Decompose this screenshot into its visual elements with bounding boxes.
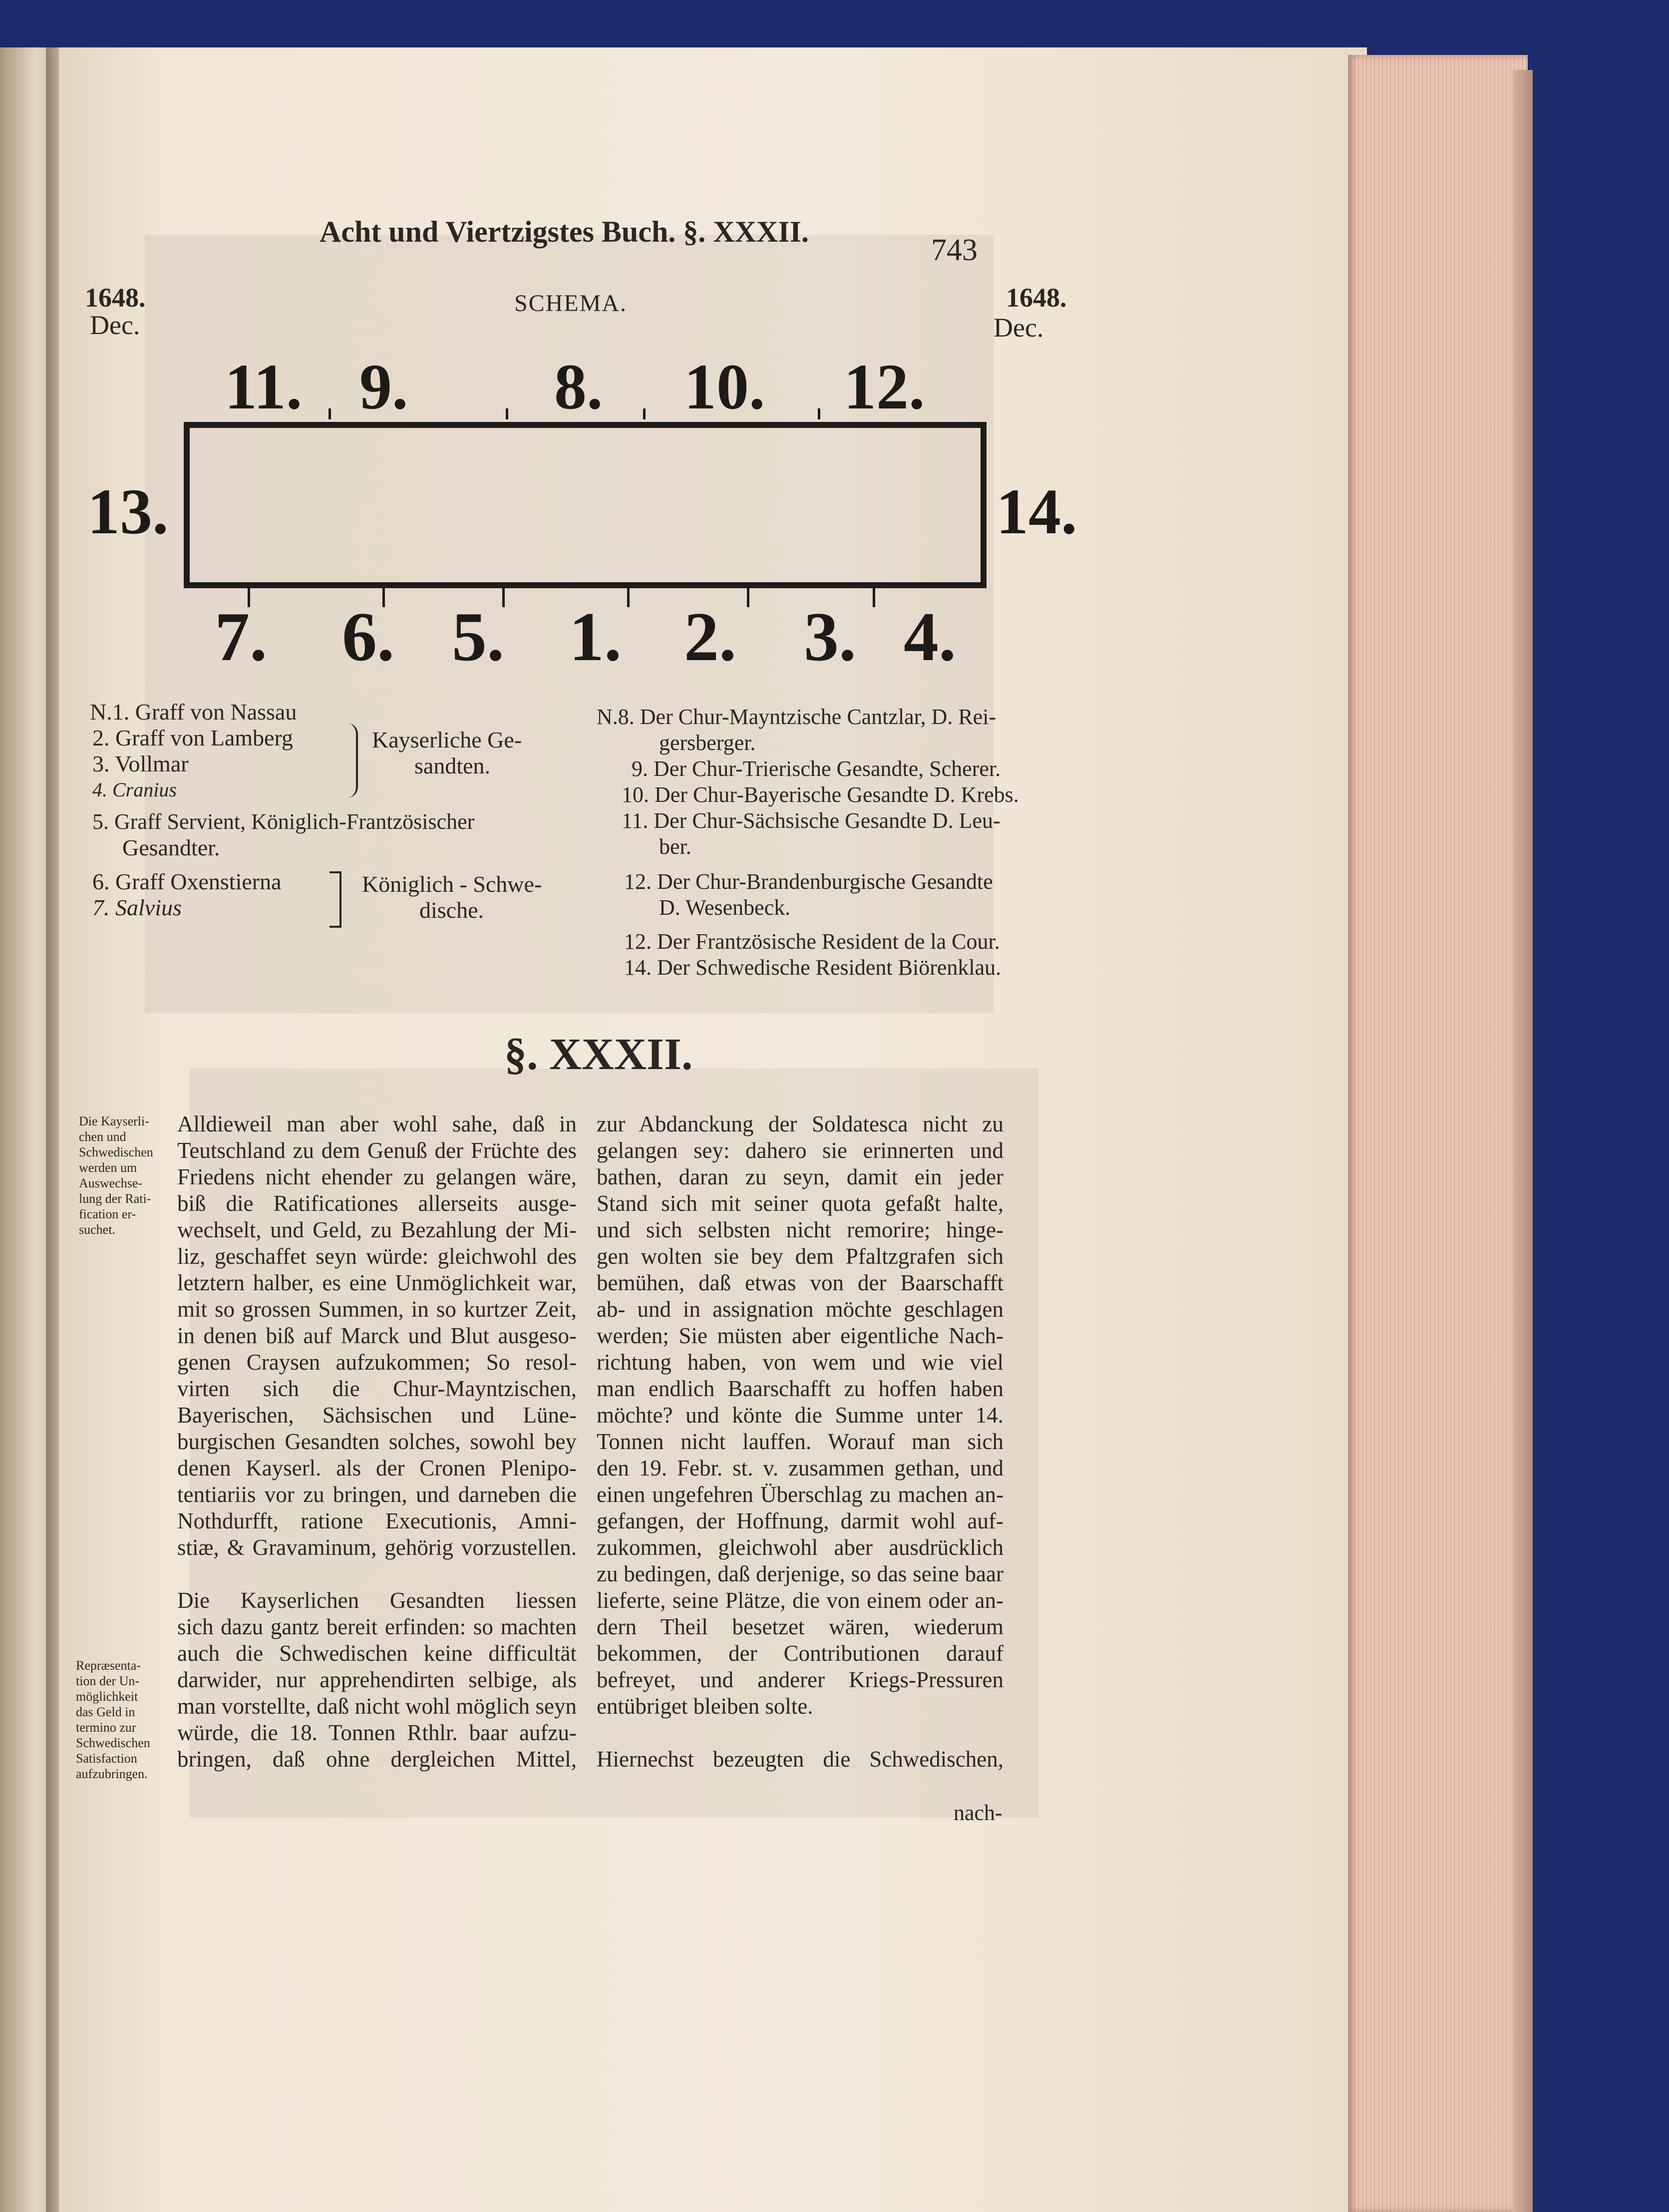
seat-number: 9.	[359, 351, 408, 423]
text-line: werden; Sie müsten aber eigentliche Nach-	[597, 1323, 1003, 1348]
text-line: Alldieweil man aber wohl sahe, daß in	[177, 1111, 577, 1136]
margin-note: Repræsenta- tion der Un- möglichkeit das Geld in termino zur Schwedischen Satisfaction aufzubringen.	[76, 1658, 150, 1781]
text-line: Tonnen nicht lauffen. Worauf man sich	[597, 1429, 1003, 1454]
text-line: zu bedingen, daß derjenige, so das seine baar	[597, 1561, 1003, 1586]
legend-group-label: dische.	[419, 897, 484, 923]
seat-number: 3.	[804, 598, 856, 676]
text-line: biß die Ratificationes allerseits ausge-	[177, 1191, 577, 1216]
legend-entry: 5. Graff Servient, Königlich-Frantzösischer	[92, 809, 475, 834]
text-line: wechselt, und Geld, zu Bezahlung der Mi-	[177, 1217, 577, 1242]
text-line: Hiernechst bezeugten die Schwedischen,	[597, 1747, 1003, 1772]
text-column-right	[597, 1111, 1003, 1773]
legend-entry: N.8. Der Chur-Mayntzische Cantzlar, D. Rei-	[597, 705, 997, 729]
text-line: stiæ, & Gravaminum, gehörig vorzustellen.	[177, 1535, 577, 1560]
text-line: Stand sich mit seiner quota gefaßt halte,	[597, 1191, 1003, 1216]
legend-entry: ber.	[659, 834, 691, 859]
text-line: Die Kayserlichen Gesandten liessen	[177, 1588, 577, 1613]
page-block-edges	[1348, 55, 1528, 2212]
text-line: virten sich die Chur-Mayntzischen,	[177, 1376, 577, 1401]
text-line: Teutschland zu dem Genuß der Früchte des	[177, 1138, 577, 1163]
text-line: mit so grossen Summen, in so kurtzer Zeit,	[177, 1297, 577, 1322]
text-line: tentiariis vor zu bringen, und darneben die	[177, 1482, 577, 1507]
text-line: möchte? und könte die Summe unter 14.	[597, 1403, 1003, 1428]
legend-entry: Gesandter.	[122, 835, 220, 860]
text-column-left	[177, 1111, 577, 1773]
text-line: bringen, daß ohne dergleichen Mittel,	[177, 1747, 577, 1772]
text-line: Bayerischen, Sächsischen und Lüne-	[177, 1403, 577, 1428]
text-line: Nothdurfft, ratione Executionis, Amni-	[177, 1508, 577, 1533]
year-right: 1648.	[1006, 283, 1067, 313]
text-line: lieferte, seine Plätze, die von einem oder an-	[597, 1588, 1003, 1613]
text-line: zukommen, gleichwohl aber ausdrücklich	[597, 1535, 1003, 1560]
paragraph-gap	[597, 1720, 1003, 1746]
text-line: gefangen, der Hoffnung, darmit wohl auf-	[597, 1508, 1003, 1533]
legend-entry: 10. Der Chur-Bayerische Gesandte D. Krebs.	[622, 782, 1019, 807]
legend-entry: 11. Der Chur-Sächsische Gesandte D. Leu-	[622, 808, 1001, 833]
seat-number: 11.	[225, 351, 303, 423]
text-line: denen Kayserl. als der Cronen Plenipo-	[177, 1456, 577, 1480]
month-left: Dec.	[90, 310, 140, 340]
seat-number: 1.	[569, 598, 622, 676]
text-line: Friedens nicht ehender zu gelangen wäre,	[177, 1164, 577, 1189]
text-line: liz, geschaffet seyn würde: gleichwohl des	[177, 1244, 577, 1269]
text-line: und sich selbsten nicht remorire; hinge-	[597, 1217, 1003, 1242]
text-line: darwider, nur apprehendirten selbige, als	[177, 1667, 577, 1692]
margin-note: Die Kayserli- chen und Schwedischen werden um Auswechse- lung der Rati- fication er- suchet.	[79, 1114, 153, 1237]
text-line: gen wolten sie bey dem Pfaltzgrafen sich	[597, 1244, 1003, 1269]
text-line: richtung haben, von wem und wie viel	[597, 1350, 1003, 1375]
legend-entry: 4. Cranius	[92, 778, 177, 801]
legend-group-label: Königlich - Schwe-	[362, 871, 542, 897]
catchword: nach-	[954, 1801, 1002, 1825]
text-line: bekommen, der Contributionen darauf	[597, 1641, 1003, 1666]
legend-entry: 14. Der Schwedische Resident Biörenklau.	[624, 955, 1001, 980]
running-title: Acht und Viertzigstes Buch. §. XXXII.	[320, 215, 809, 248]
seat-number: 13.	[87, 476, 169, 548]
seat-number: 7.	[215, 598, 267, 676]
legend-entry: 12. Der Chur-Brandenburgische Gesandte	[624, 869, 993, 894]
seat-number: 12.	[844, 351, 925, 423]
legend-entry: 12. Der Frantzösische Resident de la Cour.	[624, 929, 1000, 954]
legend-entry: D. Wesenbeck.	[659, 895, 791, 920]
schema-title: SCHEMA.	[514, 290, 628, 317]
text-line: zur Abdanckung der Soldatesca nicht zu	[597, 1111, 1003, 1136]
seat-number: 4.	[904, 598, 956, 676]
text-line: burgischen Gesandten solches, sowohl bey	[177, 1429, 577, 1454]
legend-brace	[347, 723, 358, 798]
legend-entry: N.1. Graff von Nassau	[90, 699, 297, 725]
text-line: letztern halber, es eine Unmöglichkeit war,	[177, 1270, 577, 1295]
section-heading: §. XXXII.	[504, 1030, 693, 1079]
text-line: sich dazu gantz bereit erfinden: so machten	[177, 1614, 577, 1639]
text-line: würde, die 18. Tonnen Rthlr. baar aufzu-	[177, 1720, 577, 1745]
table-rectangle	[184, 422, 987, 588]
legend-bracket	[330, 871, 341, 928]
month-right: Dec.	[994, 313, 1044, 343]
year-left: 1648.	[85, 283, 146, 313]
book-cover-edge	[1513, 70, 1533, 2212]
legend-entry: 2. Graff von Lamberg	[92, 725, 293, 750]
text-line: in denen biß auf Marck und Blut ausgeso-	[177, 1323, 577, 1348]
text-line: befreyet, und anderer Kriegs-Pressuren	[597, 1667, 1003, 1692]
text-line: bemühen, daß etwas von der Baarschafft	[597, 1270, 1003, 1295]
legend-group-label: sandten.	[414, 753, 491, 778]
text-line: man vorstellte, daß nicht wohl möglich seyn	[177, 1694, 577, 1719]
seat-number: 2.	[684, 598, 736, 676]
seat-number: 6.	[342, 598, 394, 676]
text-line: den 19. Febr. st. v. zusammen gethan, und	[597, 1456, 1003, 1480]
legend-entry: gersberger.	[659, 731, 756, 755]
text-line: ab- und in assignation möchte geschlagen	[597, 1297, 1003, 1322]
seat-number: 8.	[554, 351, 603, 423]
seat-number: 10.	[684, 351, 765, 423]
legend-group-label: Kayserliche Ge-	[372, 727, 522, 752]
legend-entry: 6. Graff Oxenstierna	[92, 869, 282, 894]
text-line: auch die Schwedischen keine difficultät	[177, 1641, 577, 1666]
left-page-edge	[0, 47, 50, 2212]
legend-entry: 7. Salvius	[92, 895, 182, 920]
legend-entry: 3. Vollmar	[92, 751, 189, 776]
text-line: dern Theil besetzet wären, wiederum	[597, 1614, 1003, 1639]
paragraph-gap	[177, 1561, 577, 1587]
text-line: einen ungefehren Überschlag zu machen an-	[597, 1482, 1003, 1507]
text-line: entübriget bleiben solte.	[597, 1694, 813, 1719]
text-line: bathen, daran zu seyn, damit ein jeder	[597, 1164, 1003, 1189]
legend-entry: 9. Der Chur-Trierische Gesandte, Scherer.	[632, 756, 1001, 781]
text-line: gelangen sey: dahero sie erinnerten und	[597, 1138, 1003, 1163]
text-line: man endlich Baarschafft zu hoffen haben	[597, 1376, 1003, 1401]
page-number: 743	[931, 233, 978, 267]
text-line: genen Craysen aufzukommen; So resol-	[177, 1350, 577, 1375]
seat-number: 14.	[996, 476, 1077, 548]
seat-number: 5.	[452, 598, 504, 676]
